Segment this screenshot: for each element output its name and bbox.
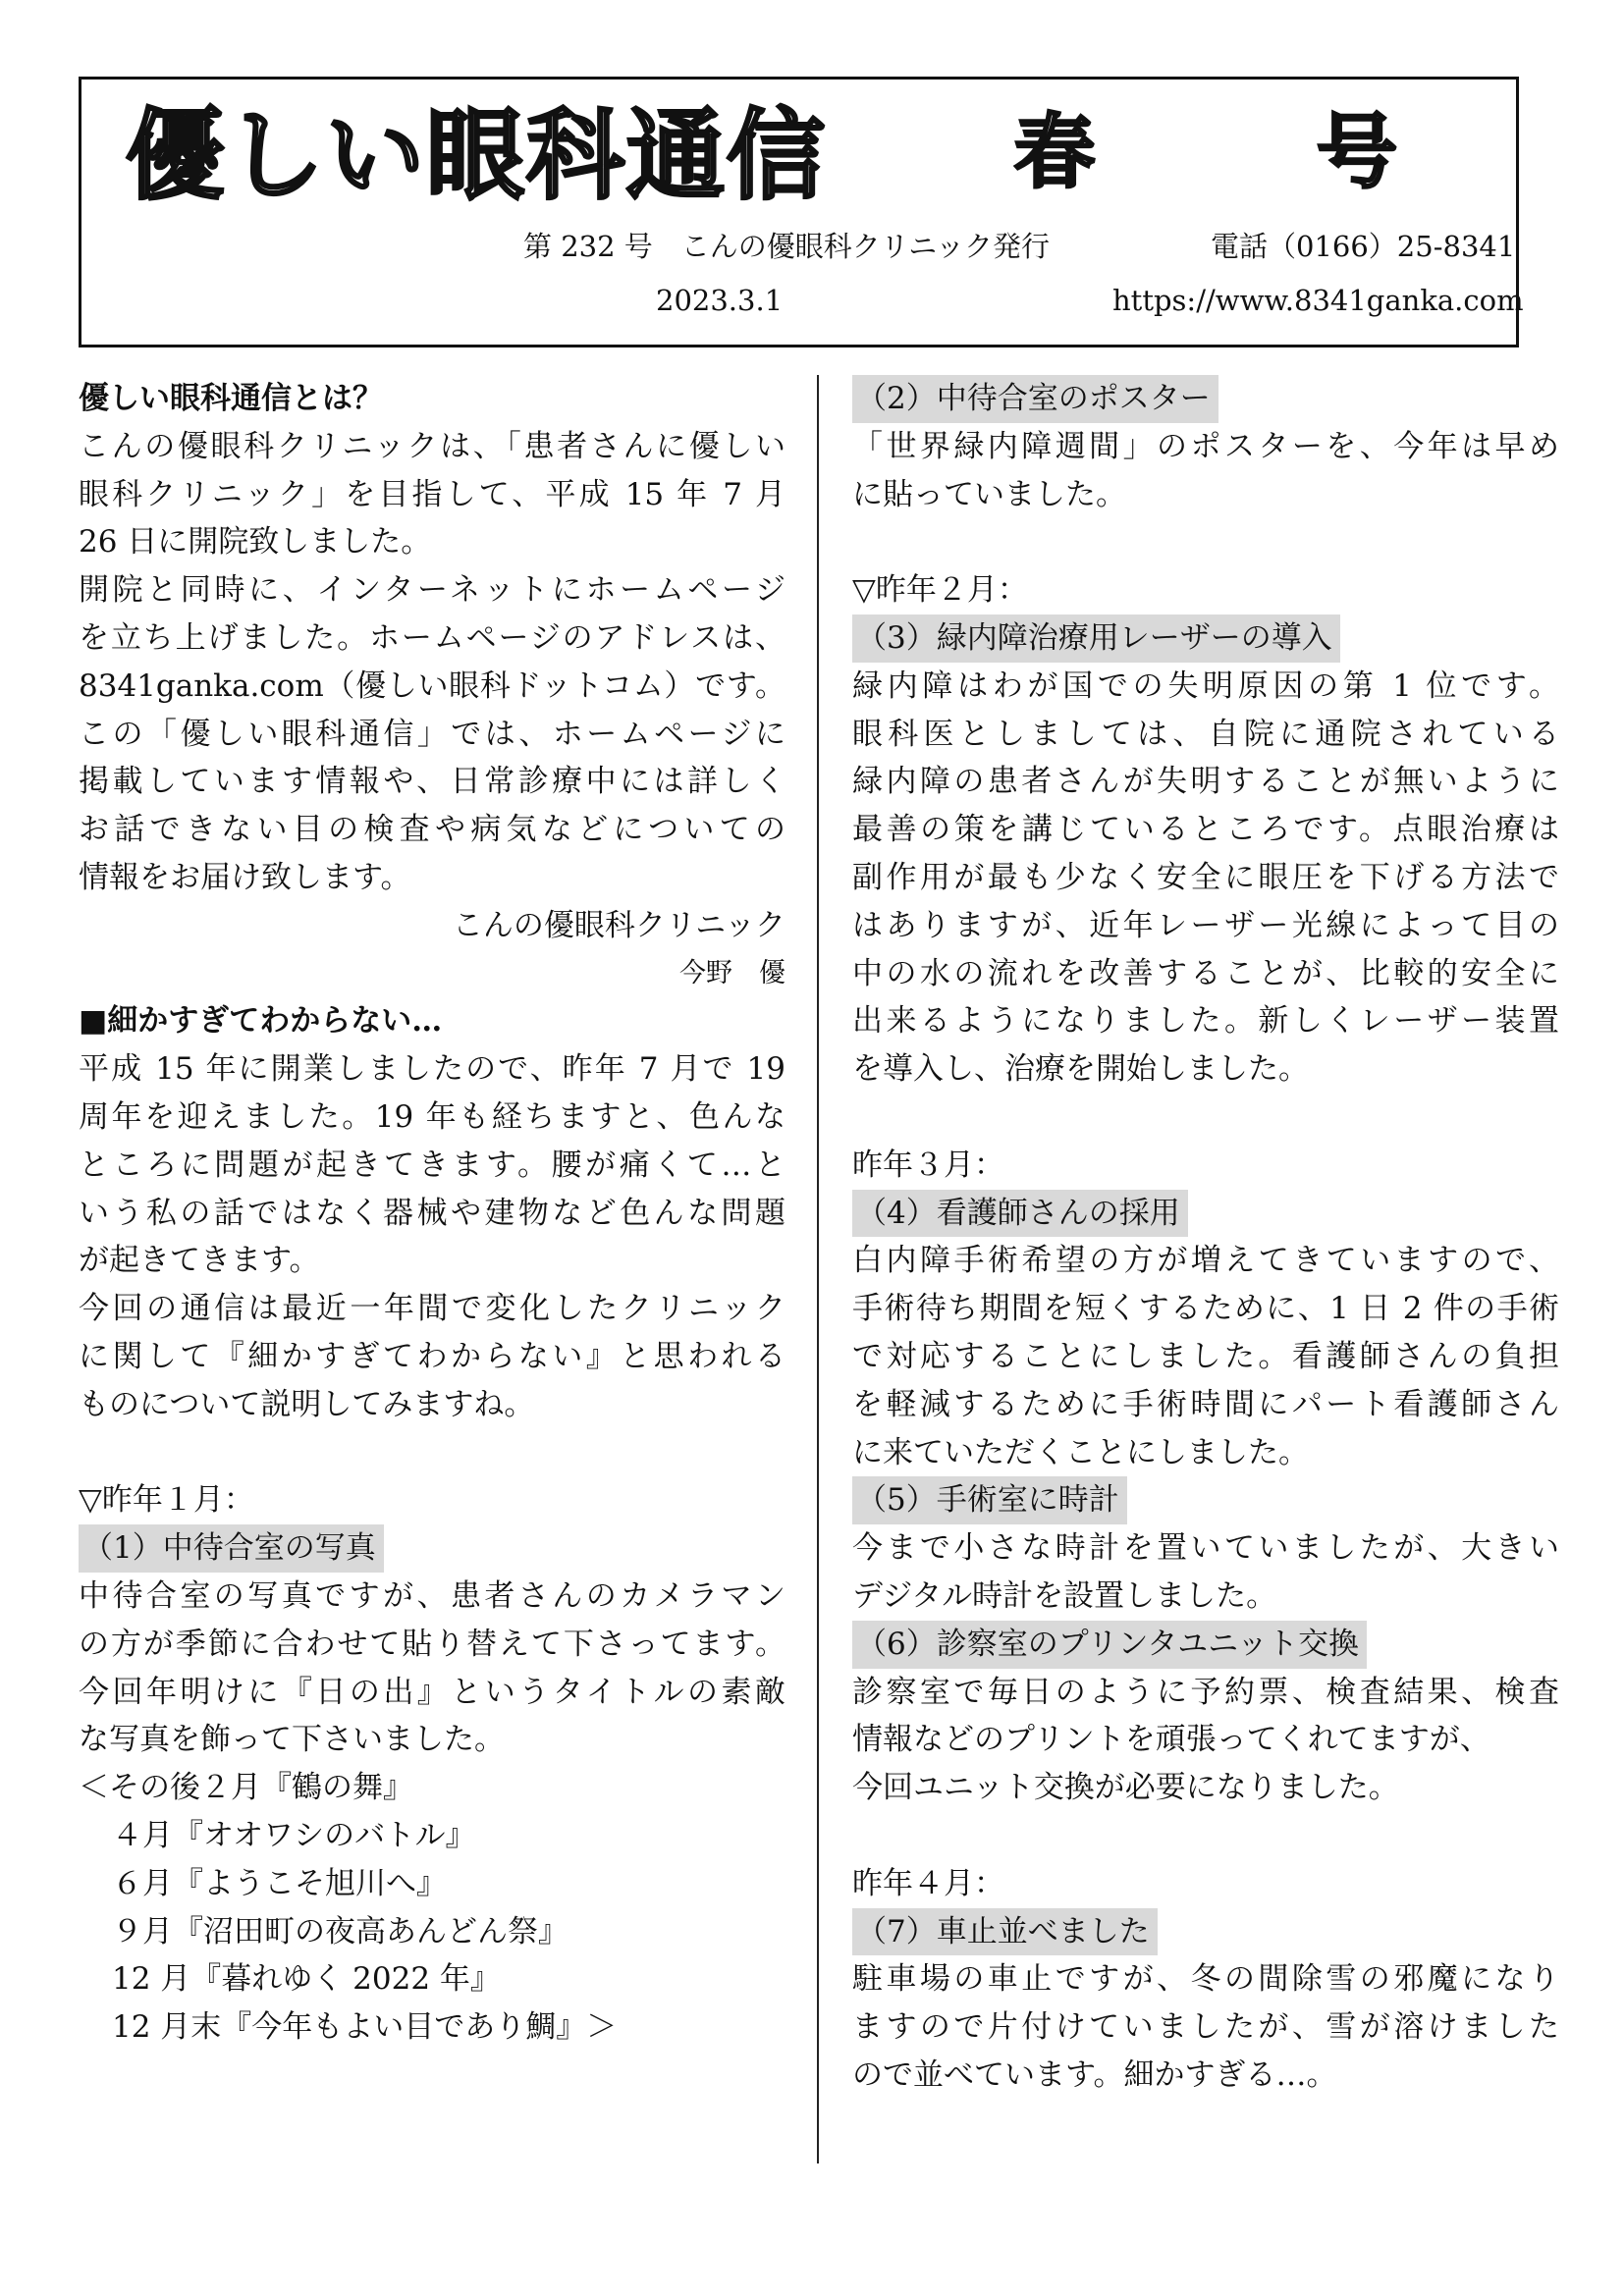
article-line: 周年を迎えました。19 年も経ちますと、色んな xyxy=(79,1098,785,1135)
item3-line: はありますが、近年レーザー光線によって目の xyxy=(852,907,1559,943)
item-label-3: （3）緑内障治療用レーザーの導入 xyxy=(852,614,1340,663)
intro-line: 情報をお届け致します。 xyxy=(79,859,411,895)
issue-date: 2023.3.1 xyxy=(656,284,784,317)
spacer xyxy=(852,1094,1559,1142)
item6-line: 情報などのプリントを頑張ってくれてますが、 xyxy=(852,1722,1490,1758)
item7-line: ますので片付けていましたが、雪が溶けました xyxy=(852,2009,1559,2046)
item-label-1: （1）中待合室の写真 xyxy=(79,1524,384,1573)
article-body xyxy=(79,1045,785,1428)
intro-line: 開院と同時に、インターネットにホームページ xyxy=(79,572,785,609)
clinic-phone: 電話（0166）25-8341 xyxy=(1211,230,1516,263)
clinic-website[interactable]: https://www.8341ganka.com xyxy=(1112,284,1524,317)
intro-line: お話できない目の検査や病気などについての xyxy=(79,812,785,848)
issue-season xyxy=(1014,104,1397,202)
item-label-5: （5）手術室に時計 xyxy=(852,1476,1127,1524)
doctor-signature: 今野 優 xyxy=(679,957,785,988)
item1-line: 今回年明けに『日の出』というタイトルの素敵 xyxy=(79,1674,785,1710)
intro-line: 26 日に開院致しました。 xyxy=(79,524,432,561)
item4-line: に来ていただくことにしました。 xyxy=(852,1434,1309,1470)
photo-list-item: ９月『沼田町の夜高あんどん祭』 xyxy=(112,1913,568,1949)
item-label-2: （2）中待合室のポスター xyxy=(852,375,1218,423)
intro-line: この「優しい眼科通信」では、ホームページに xyxy=(79,716,785,752)
article-line: 平成 15 年に開業しましたので、昨年 7 月で 19 xyxy=(79,1051,785,1088)
intro-line: こんの優眼科クリニックは、「患者さんに優しい xyxy=(79,428,785,464)
item3-line: 副作用が最も少なく安全に眼圧を下げる方法で xyxy=(852,859,1559,895)
column-divider xyxy=(817,375,819,2163)
spacer xyxy=(79,1429,785,1477)
article-line: に関して『細かすぎてわからない』と思われる xyxy=(79,1338,785,1374)
intro-line: 8341ganka.com（優しい眼科ドットコム）です。 xyxy=(79,667,785,704)
item3-line: 出来るようになりました。新しくレーザー装置 xyxy=(852,1003,1559,1040)
month-label-mar: 昨年３月： xyxy=(852,1147,1004,1183)
issue-char: 号 xyxy=(1316,106,1397,199)
item4-line: を軽減するために手術時間にパート看護師さん xyxy=(852,1386,1559,1422)
item1-line: な写真を飾って下さいました。 xyxy=(79,1722,505,1758)
intro-line: を立ち上げました。ホームページのアドレスは、 xyxy=(79,619,785,656)
item7-line: ので並べています。細かすぎる…。 xyxy=(852,2056,1337,2093)
item3-line: 緑内障はわが国での失明原因の第 1 位です。 xyxy=(852,667,1559,704)
item4-line: 手術待ち期間を短くするために、1 日 2 件の手術 xyxy=(852,1291,1559,1327)
item3-line: を導入し、治療を開始しました。 xyxy=(852,1051,1309,1088)
article-heading: ■細かすぎてわからない… xyxy=(79,1003,443,1040)
month-label-jan: ▽昨年１月： xyxy=(79,1482,254,1519)
newsletter-title: 優しい眼科通信 xyxy=(126,98,827,213)
intro-body xyxy=(79,423,785,902)
article-line: ものについて説明してみますね。 xyxy=(79,1386,535,1422)
article-line: 今回の通信は最近一年間で変化したクリニック xyxy=(79,1291,785,1327)
item3-line: 眼科医としましては、自院に通院されている xyxy=(852,716,1559,752)
month-label-feb: ▽昨年２月： xyxy=(852,572,1028,609)
item-label-7: （7）車止並べました xyxy=(852,1908,1158,1956)
intro-heading: 優しい眼科通信とは？ xyxy=(79,381,383,416)
issue-publisher: 第 232 号 こんの優眼科クリニック発行 xyxy=(523,230,1051,263)
season-char: 春 xyxy=(1014,106,1096,199)
item-label-6: （6）診察室のプリンタユニット交換 xyxy=(852,1621,1367,1669)
photo-list-item: ＜その後２月『鶴の舞』 xyxy=(79,1770,413,1806)
item3-line: 緑内障の患者さんが失明することが無いように xyxy=(852,764,1559,800)
item6-line: 診察室で毎日のように予約票、検査結果、検査 xyxy=(852,1674,1559,1710)
article-line: が起きてきます。 xyxy=(79,1243,320,1279)
spacer xyxy=(852,518,1559,566)
item2-line: 「世界緑内障週間」のポスターを、今年は早め xyxy=(852,428,1559,464)
photo-list-item: 12 月『暮れゆく 2022 年』 xyxy=(112,1961,501,1998)
item3-line: 最善の策を講じているところです。点眼治療は xyxy=(852,812,1559,848)
article-line: ところに問題が起きてきます。腰が痛くて…と xyxy=(79,1147,785,1183)
item4-line: 白内障手術希望の方が増えてきていますので、 xyxy=(852,1243,1559,1279)
item1-line: の方が季節に合わせて貼り替えて下さってます。 xyxy=(79,1626,785,1662)
photo-list xyxy=(79,1764,785,2052)
photo-list-item: ４月『オオワシのバトル』 xyxy=(112,1817,476,1853)
left-column xyxy=(79,375,785,2052)
article-line: いう私の話ではなく器械や建物など色んな問題 xyxy=(79,1195,785,1231)
item-label-4: （4）看護師さんの採用 xyxy=(852,1190,1188,1238)
item2-line: に貼っていました。 xyxy=(852,476,1126,512)
item5-line: デジタル時計を設置しました。 xyxy=(852,1577,1277,1614)
item5-line: 今まで小さな時計を置いていましたが、大きい xyxy=(852,1530,1559,1567)
item7-line: 駐車場の車止ですが、冬の間除雪の邪魔になり xyxy=(852,1961,1559,1998)
month-label-apr: 昨年４月： xyxy=(852,1865,1004,1901)
masthead xyxy=(79,77,1524,347)
intro-line: 眼科クリニック」を目指して、平成 15 年 7 月 xyxy=(79,476,785,512)
item6-line: 今回ユニット交換が必要になりました。 xyxy=(852,1770,1399,1806)
item1-line: 中待合室の写真ですが、患者さんのカメラマン xyxy=(79,1577,785,1614)
spacer xyxy=(852,1812,1559,1860)
photo-list-item: 12 月末『今年もよい目であり鯛』＞ xyxy=(112,2009,618,2046)
clinic-signature: こんの優眼科クリニック xyxy=(452,907,785,943)
intro-line: 掲載しています情報や、日常診療中には詳しく xyxy=(79,764,785,800)
item4-line: で対応することにしました。看護師さんの負担 xyxy=(852,1338,1559,1374)
photo-list-item: ６月『ようこそ旭川へ』 xyxy=(112,1865,447,1901)
right-column xyxy=(852,375,1559,2100)
item3-line: 中の水の流れを改善することが、比較的安全に xyxy=(852,955,1559,991)
